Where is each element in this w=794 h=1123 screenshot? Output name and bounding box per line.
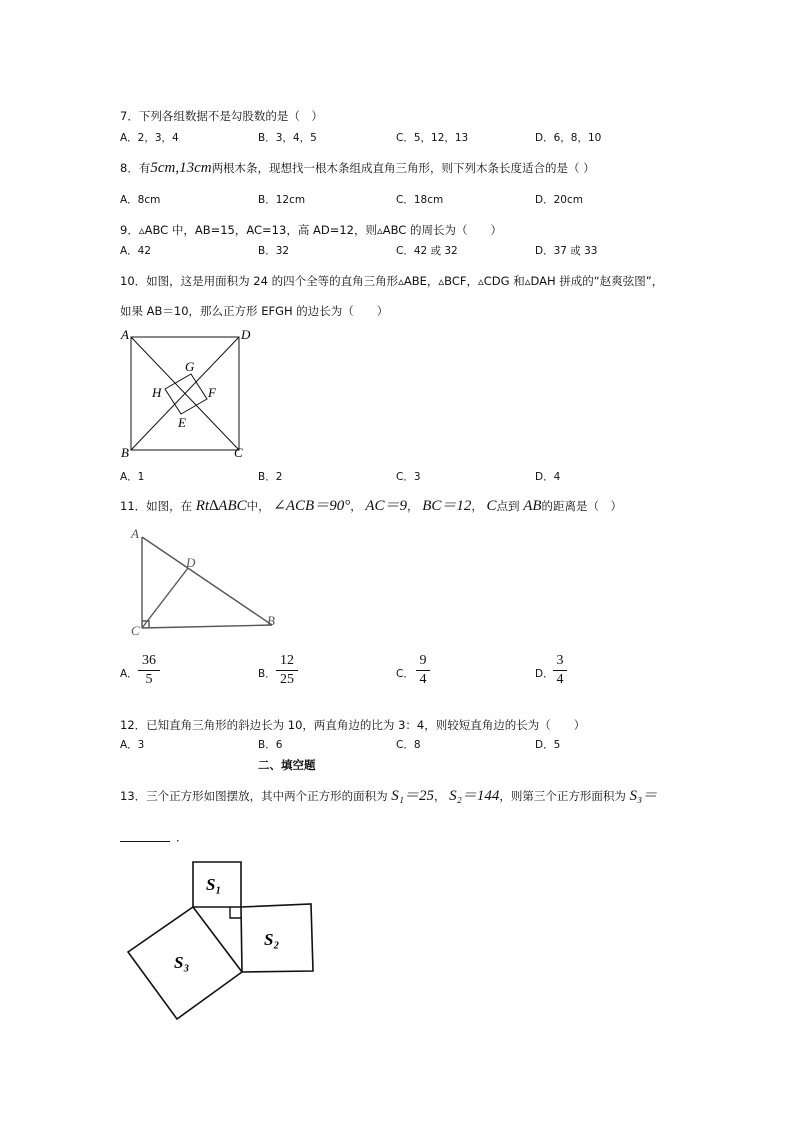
q11-math-angle: ∠ACB＝90° bbox=[273, 498, 351, 514]
q12-stem: 12．已知直角三角形的斜边长为 10，两直角边的比为 3：4，则较短直角边的长为（ ） bbox=[120, 718, 586, 732]
q10-label-b: B bbox=[121, 445, 129, 460]
q13-stem bbox=[120, 789, 657, 803]
q10-stem-line1: 10．如图，这是用面积为 24 的四个全等的直角三角形▵ABE，▵BCF，▵CDG 和▵DAH 拼成的“赵爽弦图”， bbox=[120, 274, 664, 288]
q11-math-c: C bbox=[486, 498, 497, 514]
q13-label-s2: S₂ bbox=[264, 930, 280, 949]
q11-option-b-num: 12 bbox=[280, 653, 294, 668]
q7-stem: 7．下列各组数据不是勾股数的是（ ） bbox=[120, 109, 323, 123]
q11-math-ac: AC＝9 bbox=[365, 498, 408, 514]
q11-option-d-fraction bbox=[553, 653, 567, 688]
q7-option-b: B．3，4，5 bbox=[258, 132, 317, 144]
q9-option-a: A．42 bbox=[120, 245, 152, 257]
q13-right-angle-mark bbox=[230, 907, 241, 918]
q8-prefix: 8．有 bbox=[120, 161, 151, 175]
q13-mid1: ， bbox=[434, 789, 446, 803]
q10-option-d: D．4 bbox=[535, 471, 561, 483]
q11-label-c: C bbox=[131, 623, 140, 638]
q9-option-d: D．37 或 33 bbox=[535, 245, 598, 257]
q11-option-c-num: 9 bbox=[419, 653, 427, 668]
q11-mid2: ， bbox=[350, 499, 362, 513]
q11-option-c-letter: C． bbox=[396, 668, 414, 680]
q8-suffix: 两根木条，现想找一根木条组成直角三角形，则下列木条长度适合的是（ ） bbox=[211, 161, 595, 175]
q11-suffix: 的距离是（ ） bbox=[541, 499, 623, 513]
q10-option-a: A．1 bbox=[120, 471, 145, 483]
q12-option-a: A．3 bbox=[120, 739, 145, 751]
q11-math-rt: Rt∆ABC bbox=[195, 498, 247, 514]
q13-label-s3: S₃ bbox=[174, 953, 190, 972]
q11-stem bbox=[120, 499, 622, 513]
q13-math-s2: S₂＝144 bbox=[449, 788, 500, 804]
q11-label-a: A bbox=[131, 526, 139, 541]
q13-answer-blank[interactable] bbox=[120, 841, 170, 842]
q10-label-c: C bbox=[234, 445, 243, 460]
q10-label-d: D bbox=[241, 327, 251, 342]
q9-stem: 9．▵ABC 中，AB=15，AC=13，高 AD=12，则▵ABC 的周长为（ ） bbox=[120, 223, 502, 237]
q11-option-d-letter: D． bbox=[535, 668, 554, 680]
q13-label-s1: S₁ bbox=[206, 875, 222, 894]
q11-figure bbox=[122, 524, 287, 639]
q10-figure bbox=[115, 325, 255, 465]
q10-label-f: F bbox=[208, 385, 216, 400]
q8-stem bbox=[120, 161, 595, 175]
q11-option-c-den: 4 bbox=[419, 672, 427, 687]
q13-math-s3: S₃＝ bbox=[629, 788, 658, 804]
q13-end-period: ． bbox=[176, 830, 188, 844]
q11-option-a-den: 5 bbox=[145, 672, 153, 687]
q11-mid5: 点到 bbox=[496, 499, 520, 513]
q9-option-b: B．32 bbox=[258, 245, 290, 257]
q11-mid3: ， bbox=[407, 499, 419, 513]
q13-mid2: ，则第三个正方形面积为 bbox=[499, 789, 626, 803]
q13-prefix: 13．三个正方形如图摆放，其中两个正方形的面积为 bbox=[120, 789, 388, 803]
q9-option-c: C．42 或 32 bbox=[396, 245, 458, 257]
q10-label-h: H bbox=[152, 385, 162, 400]
q10-label-g: G bbox=[185, 359, 195, 374]
q8-option-c: C．18cm bbox=[396, 194, 444, 206]
q8-option-b: B．12cm bbox=[258, 194, 306, 206]
q11-label-b: B bbox=[267, 613, 275, 628]
q13-figure bbox=[120, 855, 335, 1025]
q12-option-b: B．6 bbox=[258, 739, 283, 751]
q11-option-c-fraction bbox=[416, 653, 430, 688]
q10-stem-line2: 如果 AB＝10，那么正方形 EFGH 的边长为（ ） bbox=[120, 304, 389, 318]
q11-math-bc: BC＝12 bbox=[422, 498, 472, 514]
q12-option-d: D．5 bbox=[535, 739, 561, 751]
q7-option-a: A．2，3，4 bbox=[120, 132, 179, 144]
q11-math-ab: AB bbox=[523, 498, 542, 514]
q11-side-cb bbox=[142, 625, 272, 628]
q10-label-a: A bbox=[121, 327, 129, 342]
q11-label-d: D bbox=[186, 555, 196, 570]
q11-option-a-letter: A． bbox=[120, 668, 138, 680]
q11-option-b-den: 25 bbox=[280, 672, 294, 687]
q8-math: 5cm,13cm bbox=[150, 160, 212, 176]
q11-option-b-letter: B． bbox=[258, 668, 276, 680]
q7-option-d: D．6，8，10 bbox=[535, 132, 602, 144]
q11-altitude-cd bbox=[142, 568, 188, 628]
q13-math-s1: S₁＝25 bbox=[391, 788, 435, 804]
q11-mid1: 中， bbox=[246, 499, 270, 513]
q11-option-d-num: 3 bbox=[556, 653, 564, 668]
q12-option-c: C．8 bbox=[396, 739, 421, 751]
q11-prefix: 11．如图，在 bbox=[120, 499, 193, 513]
q8-option-d: D．20cm bbox=[535, 194, 583, 206]
q10-label-e: E bbox=[178, 415, 186, 430]
q11-option-d-den: 4 bbox=[556, 672, 564, 687]
q8-option-a: A．8cm bbox=[120, 194, 161, 206]
q10-option-b: B．2 bbox=[258, 471, 283, 483]
q11-option-a-fraction bbox=[138, 653, 160, 688]
q11-option-b-fraction bbox=[276, 653, 298, 688]
section-fill-in-heading: 二、填空题 bbox=[258, 758, 316, 772]
q11-option-a-num: 36 bbox=[142, 653, 156, 668]
q10-option-c: C．3 bbox=[396, 471, 421, 483]
q7-option-c: C．5，12，13 bbox=[396, 132, 469, 144]
q11-mid4: ， bbox=[471, 499, 483, 513]
q11-side-ab bbox=[142, 537, 272, 625]
